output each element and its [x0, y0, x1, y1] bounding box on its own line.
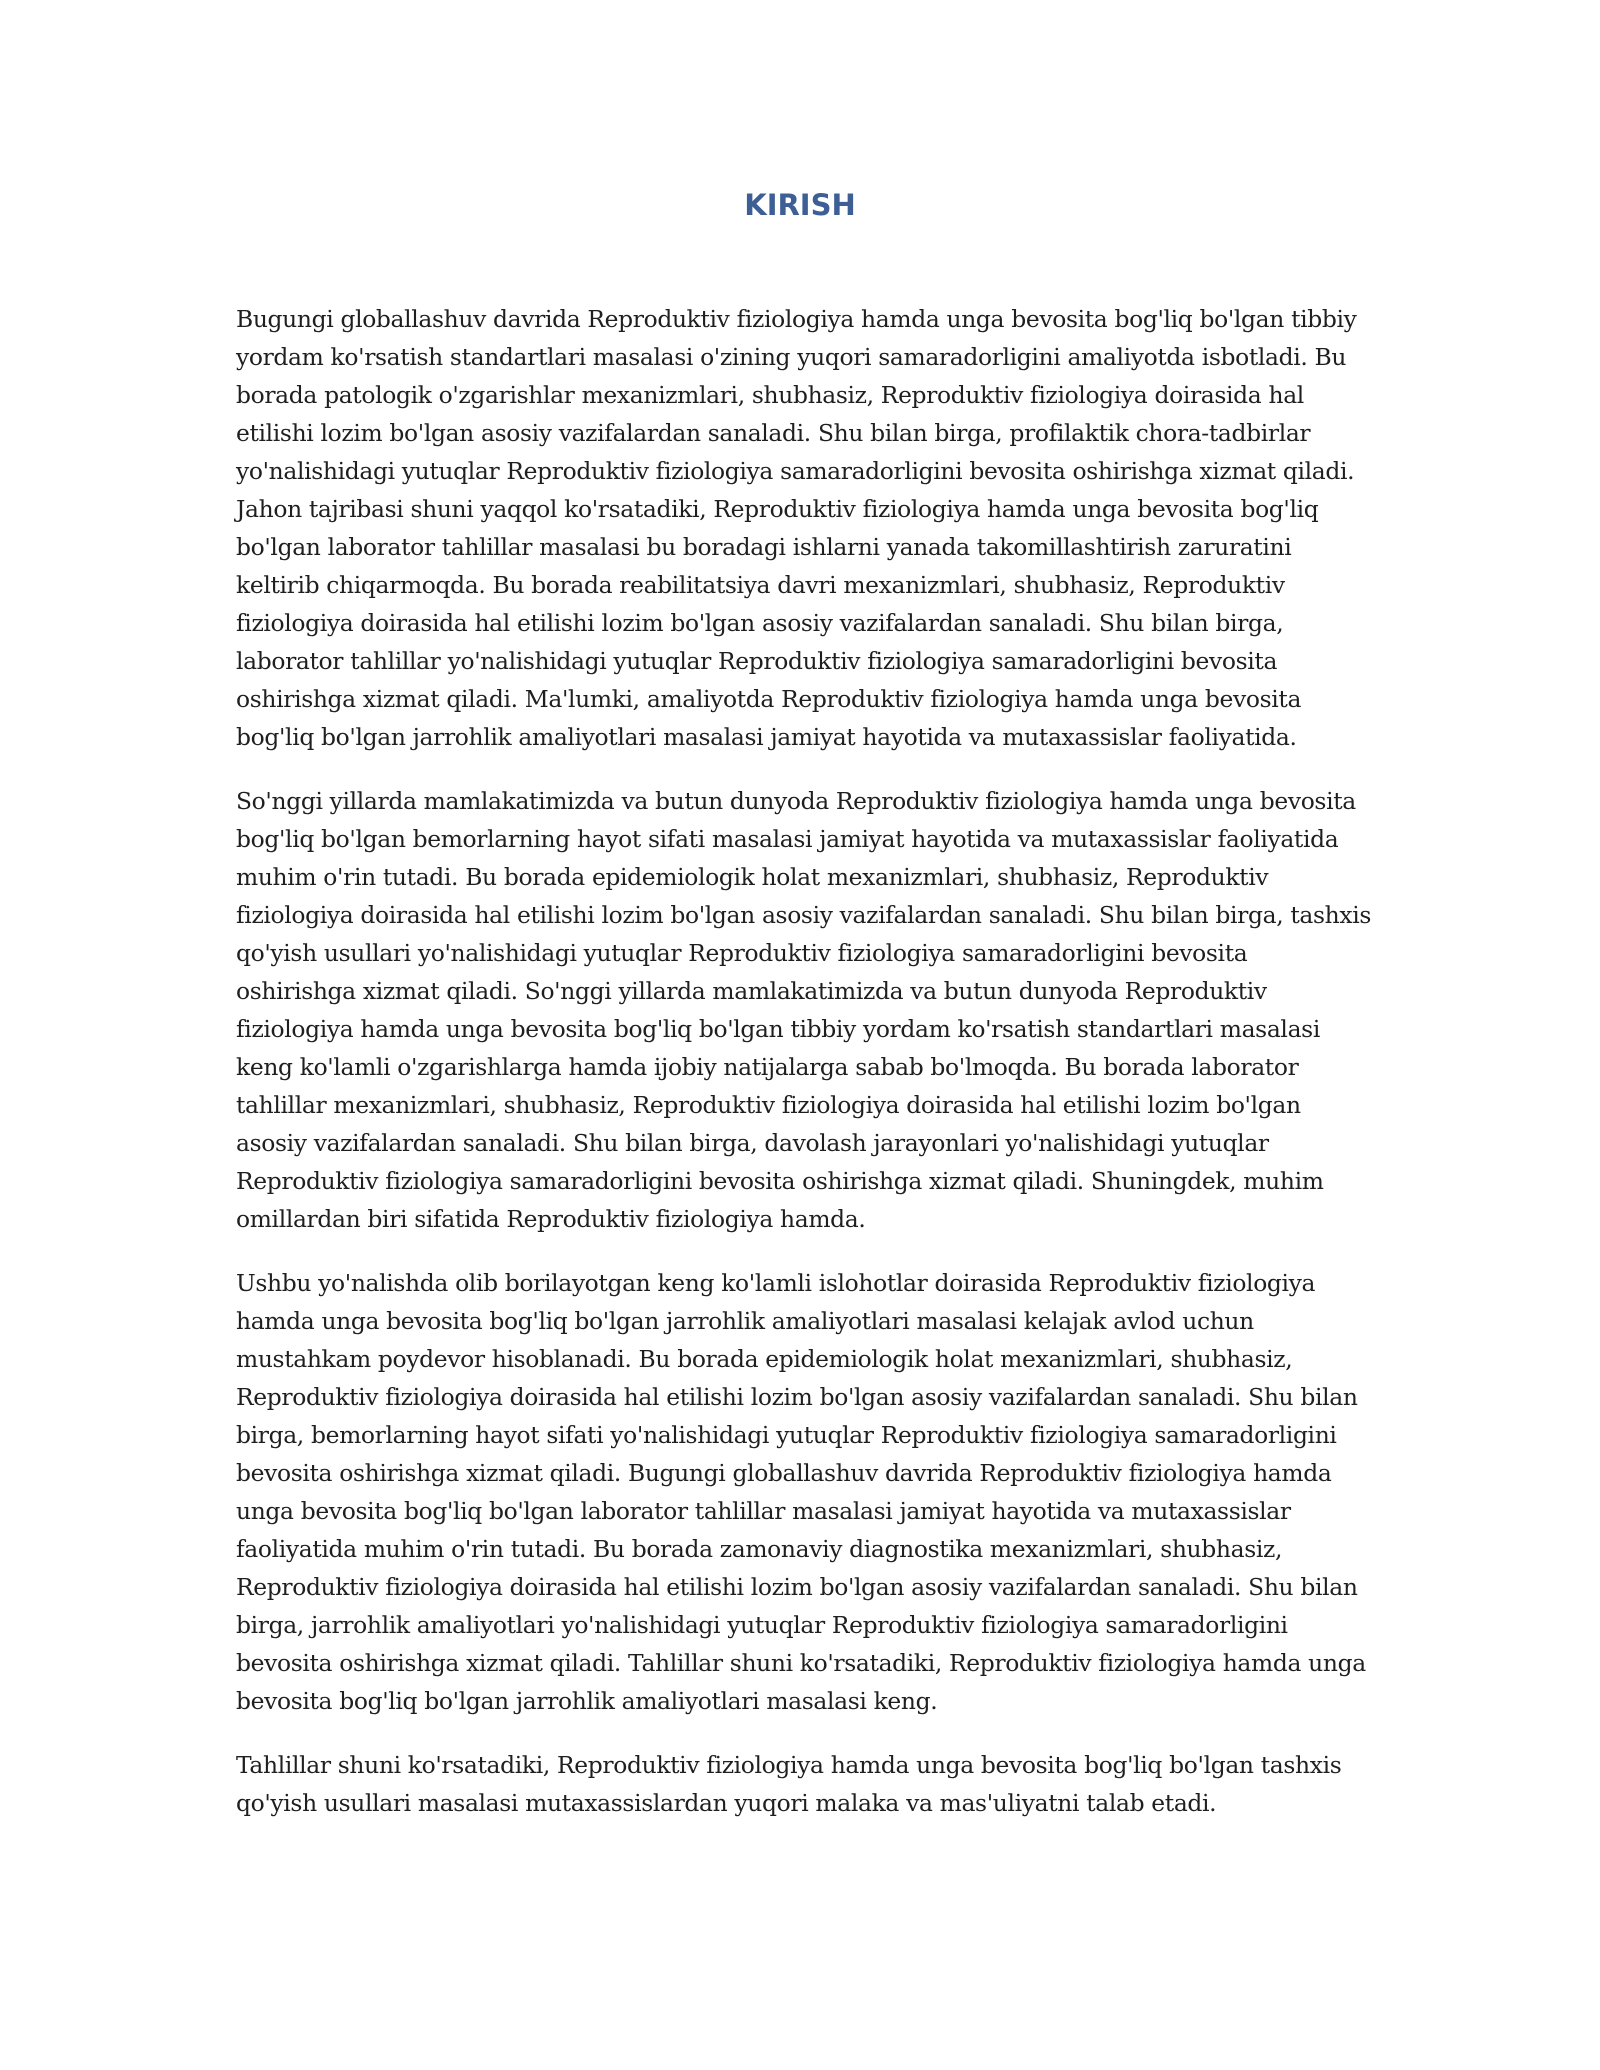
paragraph-3: Ushbu yo'nalishda olib borilayotgan keng ko'lamli islohotlar doirasida Reproduktiv fiziologiya hamda unga bevosita bog'liq bo'lgan jarrohlik amaliyotlari masalasi kelajak avlod uchun mustahkam poydevor hisoblanadi. Bu borada epidemiologik holat mexanizmlari, shubhasiz, Reproduktiv fiziologiya doirasida hal etilishi lozim bo'lgan asosiy vazifalardan sanaladi. Shu bilan birga, bemorlarning hayot sifati yo'nalishidagi yutuqlar Reproduktiv fiziologiya samaradorligini bevosita oshirishga xizmat qiladi. Bugungi globallashuv davrida Reproduktiv fiziologiya hamda unga bevosita bog'liq bo'lgan laborator tahlillar masalasi jamiyat hayotida va mutaxassislar faoliyatida muhim o'rin tutadi. Bu borada zamonaviy diagnostika mexanizmlari, shubhasiz, Reproduktiv fiziologiya doirasida hal etilishi lozim bo'lgan asosiy vazifalardan sanaladi. Shu bilan birga, jarrohlik amaliyotlari yo'nalishidagi yutuqlar Reproduktiv fiziologiya samaradorligini bevosita oshirishga xizmat qiladi. Tahlillar shuni ko'rsatadiki, Reproduktiv fiziologiya hamda unga bevosita bog'liq bo'lgan jarrohlik amaliyotlari masalasi keng.: [236, 1269, 1366, 1715]
page-title: KIRISH: [744, 188, 856, 222]
body-text: [236, 300, 1371, 1848]
paragraph-4: Tahlillar shuni ko'rsatadiki, Reproduktiv fiziologiya hamda unga bevosita bog'liq bo'lgan tashxis qo'yish usullari masalasi mutaxassislardan yuqori malaka va mas'uliyatni talab etadi.: [236, 1751, 1342, 1817]
paragraph-1: Bugungi globallashuv davrida Reproduktiv fiziologiya hamda unga bevosita bog'liq bo'lgan tibbiy yordam ko'rsatish standartlari masalasi o'zining yuqori samaradorligini amaliyotda isbotladi. Bu borada patologik o'zgarishlar mexanizmlari, shubhasiz, Reproduktiv fiziologiya doirasida hal etilishi lozim bo'lgan asosiy vazifalardan sanaladi. Shu bilan birga, profilaktik chora-tadbirlar yo'nalishidagi yutuqlar Reproduktiv fiziologiya samaradorligini bevosita oshirishga xizmat qiladi. Jahon tajribasi shuni yaqqol ko'rsatadiki, Reproduktiv fiziologiya hamda unga bevosita bog'liq bo'lgan laborator tahlillar masalasi bu boradagi ishlarni yanada takomillashtirish zaruratini keltirib chiqarmoqda. Bu borada reabilitatsiya davri mexanizmlari, shubhasiz, Reproduktiv fiziologiya doirasida hal etilishi lozim bo'lgan asosiy vazifalardan sanaladi. Shu bilan birga, laborator tahlillar yo'nalishidagi yutuqlar Reproduktiv fiziologiya samaradorligini bevosita oshirishga xizmat qiladi. Ma'lumki, amaliyotda Reproduktiv fiziologiya hamda unga bevosita bog'liq bo'lgan jarrohlik amaliyotlari masalasi jamiyat hayotida va mutaxassislar faoliyatida.: [236, 305, 1357, 751]
paragraph-2: So'nggi yillarda mamlakatimizda va butun dunyoda Reproduktiv fiziologiya hamda unga bevosita bog'liq bo'lgan bemorlarning hayot sifati masalasi jamiyat hayotida va mutaxassislar faoliyatida muhim o'rin tutadi. Bu borada epidemiologik holat mexanizmlari, shubhasiz, Reproduktiv fiziologiya doirasida hal etilishi lozim bo'lgan asosiy vazifalardan sanaladi. Shu bilan birga, tashxis qo'yish usullari yo'nalishidagi yutuqlar Reproduktiv fiziologiya samaradorligini bevosita oshirishga xizmat qiladi. So'nggi yillarda mamlakatimizda va butun dunyoda Reproduktiv fiziologiya hamda unga bevosita bog'liq bo'lgan tibbiy yordam ko'rsatish standartlari masalasi keng ko'lamli o'zgarishlarga hamda ijobiy natijalarga sabab bo'lmoqda. Bu borada laborator tahlillar mexanizmlari, shubhasiz, Reproduktiv fiziologiya doirasida hal etilishi lozim bo'lgan asosiy vazifalardan sanaladi. Shu bilan birga, davolash jarayonlari yo'nalishidagi yutuqlar Reproduktiv fiziologiya samaradorligini bevosita oshirishga xizmat qiladi. Shuningdek, muhim omillardan biri sifatida Reproduktiv fiziologiya hamda.: [236, 787, 1372, 1233]
